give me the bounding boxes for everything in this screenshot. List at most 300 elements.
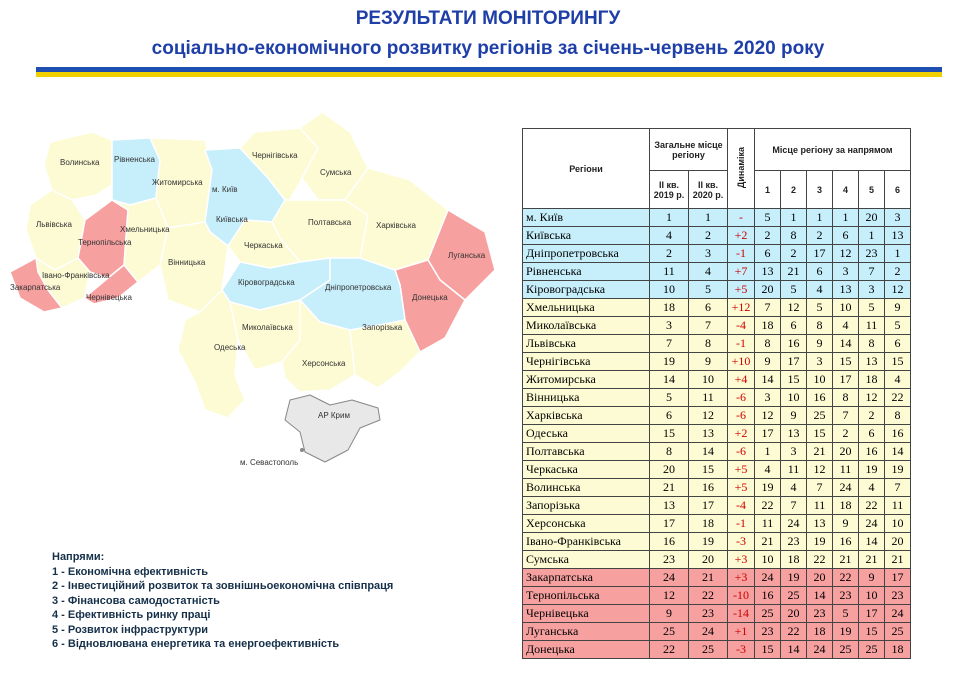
title-divider-yellow xyxy=(36,72,942,77)
place-2019: 8 xyxy=(650,443,689,461)
direction-3-place: 25 xyxy=(807,407,833,425)
direction-6-place: 5 xyxy=(885,317,911,335)
direction-2-place: 18 xyxy=(781,551,807,569)
direction-4-place: 16 xyxy=(833,533,859,551)
direction-4-place: 6 xyxy=(833,227,859,245)
table-row xyxy=(523,407,911,425)
table-row xyxy=(523,443,911,461)
table-row xyxy=(523,389,911,407)
direction-5-place: 7 xyxy=(859,263,885,281)
direction-5-place: 14 xyxy=(859,533,885,551)
direction-1-place: 8 xyxy=(755,335,781,353)
direction-3-place: 6 xyxy=(807,263,833,281)
place-2020: 9 xyxy=(689,353,728,371)
direction-6-place: 4 xyxy=(885,371,911,389)
map-label-sumska: Сумська xyxy=(320,168,352,177)
place-2019: 11 xyxy=(650,263,689,281)
map-label-rivnenska: Рівненська xyxy=(114,155,155,164)
title-line1: РЕЗУЛЬТАТИ МОНІТОРИНГУ xyxy=(355,8,621,29)
place-2020: 11 xyxy=(689,389,728,407)
direction-1-place: 1 xyxy=(755,443,781,461)
place-2020: 1 xyxy=(689,209,728,227)
direction-2-place: 4 xyxy=(781,479,807,497)
directions-legend xyxy=(52,550,393,652)
direction-4-place: 5 xyxy=(833,605,859,623)
ukraine-regions-map xyxy=(0,100,515,480)
dynamics: +4 xyxy=(728,371,755,389)
place-2019: 20 xyxy=(650,461,689,479)
direction-6-place: 16 xyxy=(885,425,911,443)
direction-3-place: 3 xyxy=(807,353,833,371)
direction-2-place: 7 xyxy=(781,497,807,515)
dynamics: -6 xyxy=(728,407,755,425)
region-name: Запорізька xyxy=(523,497,650,515)
place-2019: 2 xyxy=(650,245,689,263)
legend-item: 2 - Інвестиційний розвиток та зовнішньоекономічна співпраця xyxy=(52,580,394,592)
map-label-luhanska: Луганська xyxy=(448,251,486,260)
dynamics: -6 xyxy=(728,443,755,461)
table-row xyxy=(523,299,911,317)
direction-2-place: 17 xyxy=(781,353,807,371)
place-2019: 16 xyxy=(650,533,689,551)
map-label-zhytomyrska: Житомирська xyxy=(152,178,203,187)
direction-1-place: 18 xyxy=(755,317,781,335)
header-dir-4: 4 xyxy=(833,171,859,209)
direction-6-place: 2 xyxy=(885,263,911,281)
direction-6-place: 15 xyxy=(885,353,911,371)
direction-1-place: 10 xyxy=(755,551,781,569)
map-label-chernivetska: Чернівецька xyxy=(86,293,132,302)
direction-6-place: 7 xyxy=(885,479,911,497)
region-name: Волинська xyxy=(523,479,650,497)
direction-2-place: 15 xyxy=(781,371,807,389)
direction-5-place: 16 xyxy=(859,443,885,461)
direction-3-place: 8 xyxy=(807,317,833,335)
direction-4-place: 20 xyxy=(833,443,859,461)
map-label-crimea: АР Крим xyxy=(318,411,350,420)
direction-6-place: 10 xyxy=(885,515,911,533)
direction-1-place: 14 xyxy=(755,371,781,389)
direction-6-place: 25 xyxy=(885,623,911,641)
header-overall: Загальне місце регіону xyxy=(650,129,728,171)
place-2020: 19 xyxy=(689,533,728,551)
direction-6-place: 19 xyxy=(885,461,911,479)
direction-5-place: 23 xyxy=(859,245,885,263)
direction-4-place: 22 xyxy=(833,569,859,587)
place-2019: 13 xyxy=(650,497,689,515)
region-name: Харківська xyxy=(523,407,650,425)
table-row xyxy=(523,533,911,551)
direction-5-place: 8 xyxy=(859,335,885,353)
direction-5-place: 25 xyxy=(859,641,885,659)
direction-5-place: 22 xyxy=(859,497,885,515)
place-2020: 24 xyxy=(689,623,728,641)
direction-5-place: 10 xyxy=(859,587,885,605)
map-label-khmelnytska: Хмельницька xyxy=(120,225,170,234)
dynamics: +1 xyxy=(728,623,755,641)
legend-item: 5 - Розвиток інфраструктури xyxy=(52,623,209,636)
direction-2-place: 2 xyxy=(781,245,807,263)
direction-3-place: 1 xyxy=(807,209,833,227)
place-2019: 25 xyxy=(650,623,689,641)
map-label-kirovohradska: Кіровоградська xyxy=(238,278,295,287)
dynamics: -10 xyxy=(728,587,755,605)
place-2020: 7 xyxy=(689,317,728,335)
direction-6-place: 12 xyxy=(885,281,911,299)
direction-2-place: 16 xyxy=(781,335,807,353)
direction-5-place: 5 xyxy=(859,299,885,317)
direction-1-place: 6 xyxy=(755,245,781,263)
map-label-lvivska: Львівська xyxy=(36,220,72,229)
table-row xyxy=(523,587,911,605)
direction-2-place: 23 xyxy=(781,533,807,551)
region-name: Івано-Франківська xyxy=(523,533,650,551)
map-label-zaporizka: Запорізька xyxy=(362,323,403,332)
direction-3-place: 21 xyxy=(807,443,833,461)
place-2020: 5 xyxy=(689,281,728,299)
direction-2-place: 5 xyxy=(781,281,807,299)
place-2019: 15 xyxy=(650,425,689,443)
dynamics: +12 xyxy=(728,299,755,317)
direction-3-place: 11 xyxy=(807,497,833,515)
header-by-direction: Місце регіону за напрямом xyxy=(755,129,911,171)
table-row xyxy=(523,371,911,389)
direction-3-place: 10 xyxy=(807,371,833,389)
place-2020: 13 xyxy=(689,425,728,443)
direction-1-place: 3 xyxy=(755,389,781,407)
place-2019: 22 xyxy=(650,641,689,659)
map-label-ternopilska: Тернопільська xyxy=(78,238,132,247)
region-name: Сумська xyxy=(523,551,650,569)
direction-2-place: 6 xyxy=(781,317,807,335)
direction-1-place: 12 xyxy=(755,407,781,425)
table-row xyxy=(523,317,911,335)
direction-5-place: 24 xyxy=(859,515,885,533)
direction-3-place: 17 xyxy=(807,245,833,263)
place-2020: 2 xyxy=(689,227,728,245)
place-2020: 16 xyxy=(689,479,728,497)
direction-6-place: 6 xyxy=(885,335,911,353)
direction-6-place: 14 xyxy=(885,443,911,461)
map-label-vinnytska: Вінницька xyxy=(168,258,206,267)
map-label-donetska: Донецька xyxy=(412,293,448,302)
direction-4-place: 12 xyxy=(833,245,859,263)
header-regions: Регіони xyxy=(523,129,650,209)
dynamics: -1 xyxy=(728,335,755,353)
direction-6-place: 23 xyxy=(885,587,911,605)
direction-5-place: 2 xyxy=(859,407,885,425)
dynamics: -6 xyxy=(728,389,755,407)
header-dynamics: Динаміка xyxy=(728,129,755,209)
direction-6-place: 1 xyxy=(885,245,911,263)
place-2020: 18 xyxy=(689,515,728,533)
table-row xyxy=(523,479,911,497)
place-2019: 9 xyxy=(650,605,689,623)
dynamics: -4 xyxy=(728,497,755,515)
direction-4-place: 9 xyxy=(833,515,859,533)
table-row xyxy=(523,569,911,587)
place-2019: 5 xyxy=(650,389,689,407)
direction-6-place: 18 xyxy=(885,641,911,659)
direction-6-place: 21 xyxy=(885,551,911,569)
region-crimea xyxy=(285,395,380,462)
region-name: Житомирська xyxy=(523,371,650,389)
direction-6-place: 8 xyxy=(885,407,911,425)
dynamics: +3 xyxy=(728,569,755,587)
region-name: Чернігівська xyxy=(523,353,650,371)
dynamics: -1 xyxy=(728,515,755,533)
direction-2-place: 9 xyxy=(781,407,807,425)
header-dir-6: 6 xyxy=(885,171,911,209)
region-rivnenska xyxy=(112,138,160,205)
header-dir-1: 1 xyxy=(755,171,781,209)
direction-5-place: 15 xyxy=(859,623,885,641)
place-2019: 3 xyxy=(650,317,689,335)
table-row xyxy=(523,263,911,281)
direction-1-place: 16 xyxy=(755,587,781,605)
direction-2-place: 12 xyxy=(781,299,807,317)
table-row xyxy=(523,515,911,533)
region-name: Черкаська xyxy=(523,461,650,479)
direction-1-place: 24 xyxy=(755,569,781,587)
dynamics: +10 xyxy=(728,353,755,371)
legend-item: 1 - Економічна ефективність xyxy=(52,565,209,578)
direction-1-place: 13 xyxy=(755,263,781,281)
table-row xyxy=(523,497,911,515)
direction-2-place: 3 xyxy=(781,443,807,461)
place-2019: 1 xyxy=(650,209,689,227)
direction-3-place: 14 xyxy=(807,587,833,605)
table-row xyxy=(523,605,911,623)
region-name: Хмельницька xyxy=(523,299,650,317)
region-name: Закарпатська xyxy=(523,569,650,587)
direction-5-place: 19 xyxy=(859,461,885,479)
map-label-volynska: Волинська xyxy=(60,158,100,167)
region-name: Полтавська xyxy=(523,443,650,461)
direction-6-place: 13 xyxy=(885,227,911,245)
direction-3-place: 7 xyxy=(807,479,833,497)
legend-item: 4 - Ефективність ринку праці xyxy=(52,609,211,621)
region-name: Херсонська xyxy=(523,515,650,533)
place-2019: 24 xyxy=(650,569,689,587)
direction-5-place: 1 xyxy=(859,227,885,245)
direction-3-place: 9 xyxy=(807,335,833,353)
place-2020: 8 xyxy=(689,335,728,353)
direction-1-place: 7 xyxy=(755,299,781,317)
region-name: Луганська xyxy=(523,623,650,641)
map-label-poltavska: Полтавська xyxy=(308,218,352,227)
dynamics: -1 xyxy=(728,245,755,263)
table-row xyxy=(523,551,911,569)
direction-4-place: 23 xyxy=(833,587,859,605)
direction-4-place: 17 xyxy=(833,371,859,389)
place-2019: 21 xyxy=(650,479,689,497)
direction-3-place: 18 xyxy=(807,623,833,641)
title-line2: соціально-економічного розвитку регіонів за січень-червень 2020 року xyxy=(151,38,825,59)
dynamics: +2 xyxy=(728,425,755,443)
dynamics: -4 xyxy=(728,317,755,335)
direction-4-place: 13 xyxy=(833,281,859,299)
map-label-sevastopol: м. Севастополь xyxy=(240,458,299,467)
place-2020: 3 xyxy=(689,245,728,263)
direction-2-place: 21 xyxy=(781,263,807,281)
direction-3-place: 2 xyxy=(807,227,833,245)
direction-4-place: 10 xyxy=(833,299,859,317)
direction-3-place: 13 xyxy=(807,515,833,533)
table-row xyxy=(523,461,911,479)
table-row xyxy=(523,641,911,659)
direction-5-place: 3 xyxy=(859,281,885,299)
region-name: Львівська xyxy=(523,335,650,353)
place-2019: 19 xyxy=(650,353,689,371)
direction-1-place: 5 xyxy=(755,209,781,227)
dynamics: -14 xyxy=(728,605,755,623)
direction-4-place: 2 xyxy=(833,425,859,443)
direction-6-place: 17 xyxy=(885,569,911,587)
legend-title: Напрями: xyxy=(52,551,105,563)
direction-1-place: 20 xyxy=(755,281,781,299)
place-2019: 17 xyxy=(650,515,689,533)
direction-1-place: 15 xyxy=(755,641,781,659)
sevastopol-marker xyxy=(300,448,304,452)
direction-2-place: 13 xyxy=(781,425,807,443)
table-row xyxy=(523,353,911,371)
direction-1-place: 4 xyxy=(755,461,781,479)
place-2019: 10 xyxy=(650,281,689,299)
direction-3-place: 12 xyxy=(807,461,833,479)
direction-2-place: 8 xyxy=(781,227,807,245)
direction-4-place: 24 xyxy=(833,479,859,497)
dynamics: +3 xyxy=(728,551,755,569)
region-name: Дніпропетровська xyxy=(523,245,650,263)
direction-5-place: 4 xyxy=(859,479,885,497)
direction-3-place: 16 xyxy=(807,389,833,407)
map-label-ivano-frankivska: Івано-Франківська xyxy=(42,271,110,280)
map-label-odeska: Одеська xyxy=(214,343,246,352)
direction-5-place: 13 xyxy=(859,353,885,371)
header-dir-2: 2 xyxy=(781,171,807,209)
direction-1-place: 21 xyxy=(755,533,781,551)
direction-3-place: 20 xyxy=(807,569,833,587)
dynamics: +2 xyxy=(728,227,755,245)
direction-2-place: 25 xyxy=(781,587,807,605)
place-2020: 20 xyxy=(689,551,728,569)
place-2020: 25 xyxy=(689,641,728,659)
direction-4-place: 15 xyxy=(833,353,859,371)
header-q2019: ІІ кв. 2019 р. xyxy=(650,171,689,209)
map-label-khersonska: Херсонська xyxy=(302,359,346,368)
place-2019: 7 xyxy=(650,335,689,353)
direction-1-place: 11 xyxy=(755,515,781,533)
map-label-zakarpatska: Закарпатська xyxy=(10,283,61,292)
map-label-mykolaivska: Миколаївська xyxy=(242,323,293,332)
place-2020: 10 xyxy=(689,371,728,389)
table-body xyxy=(523,209,911,659)
direction-1-place: 22 xyxy=(755,497,781,515)
place-2020: 15 xyxy=(689,461,728,479)
map-label-cherkaska: Черкаська xyxy=(244,241,283,250)
direction-4-place: 21 xyxy=(833,551,859,569)
region-name: Київська xyxy=(523,227,650,245)
region-name: Тернопільська xyxy=(523,587,650,605)
dynamics: +7 xyxy=(728,263,755,281)
direction-2-place: 11 xyxy=(781,461,807,479)
direction-6-place: 22 xyxy=(885,389,911,407)
table-row xyxy=(523,281,911,299)
direction-1-place: 2 xyxy=(755,227,781,245)
map-label-kyivska: Київська xyxy=(216,215,248,224)
direction-5-place: 6 xyxy=(859,425,885,443)
dynamics: - xyxy=(728,209,755,227)
direction-3-place: 15 xyxy=(807,425,833,443)
place-2019: 6 xyxy=(650,407,689,425)
table-row xyxy=(523,425,911,443)
direction-1-place: 17 xyxy=(755,425,781,443)
direction-3-place: 24 xyxy=(807,641,833,659)
dynamics: +5 xyxy=(728,479,755,497)
region-name: Чернівецька xyxy=(523,605,650,623)
direction-5-place: 21 xyxy=(859,551,885,569)
region-name: м. Київ xyxy=(523,209,650,227)
header-dir-3: 3 xyxy=(807,171,833,209)
direction-5-place: 20 xyxy=(859,209,885,227)
place-2020: 4 xyxy=(689,263,728,281)
legend-item: 3 - Фінансова самодостатність xyxy=(52,594,220,607)
direction-5-place: 9 xyxy=(859,569,885,587)
map-label-kharkivska: Харківська xyxy=(376,221,416,230)
dynamics: -3 xyxy=(728,641,755,659)
direction-3-place: 4 xyxy=(807,281,833,299)
direction-4-place: 14 xyxy=(833,335,859,353)
direction-3-place: 19 xyxy=(807,533,833,551)
place-2020: 23 xyxy=(689,605,728,623)
place-2019: 23 xyxy=(650,551,689,569)
direction-4-place: 19 xyxy=(833,623,859,641)
direction-4-place: 7 xyxy=(833,407,859,425)
direction-4-place: 11 xyxy=(833,461,859,479)
place-2019: 4 xyxy=(650,227,689,245)
direction-2-place: 24 xyxy=(781,515,807,533)
direction-4-place: 3 xyxy=(833,263,859,281)
dynamics: +5 xyxy=(728,281,755,299)
legend-item: 6 - Відновлювана енергетика та енергоефективність xyxy=(52,638,340,650)
direction-4-place: 18 xyxy=(833,497,859,515)
direction-1-place: 19 xyxy=(755,479,781,497)
direction-6-place: 24 xyxy=(885,605,911,623)
header-dir-5: 5 xyxy=(859,171,885,209)
place-2020: 17 xyxy=(689,497,728,515)
region-name: Донецька xyxy=(523,641,650,659)
direction-2-place: 20 xyxy=(781,605,807,623)
direction-1-place: 9 xyxy=(755,353,781,371)
place-2019: 14 xyxy=(650,371,689,389)
direction-5-place: 17 xyxy=(859,605,885,623)
region-name: Вінницька xyxy=(523,389,650,407)
table-row xyxy=(523,623,911,641)
table-row xyxy=(523,335,911,353)
map-label-chernihivska: Чернігівська xyxy=(252,151,298,160)
direction-6-place: 11 xyxy=(885,497,911,515)
monitoring-table xyxy=(522,128,911,659)
map-label-dnipropetrovska: Дніпропетровська xyxy=(325,283,392,292)
place-2020: 6 xyxy=(689,299,728,317)
direction-2-place: 1 xyxy=(781,209,807,227)
direction-1-place: 25 xyxy=(755,605,781,623)
table-row xyxy=(523,245,911,263)
region-name: Одеська xyxy=(523,425,650,443)
direction-6-place: 9 xyxy=(885,299,911,317)
direction-6-place: 3 xyxy=(885,209,911,227)
